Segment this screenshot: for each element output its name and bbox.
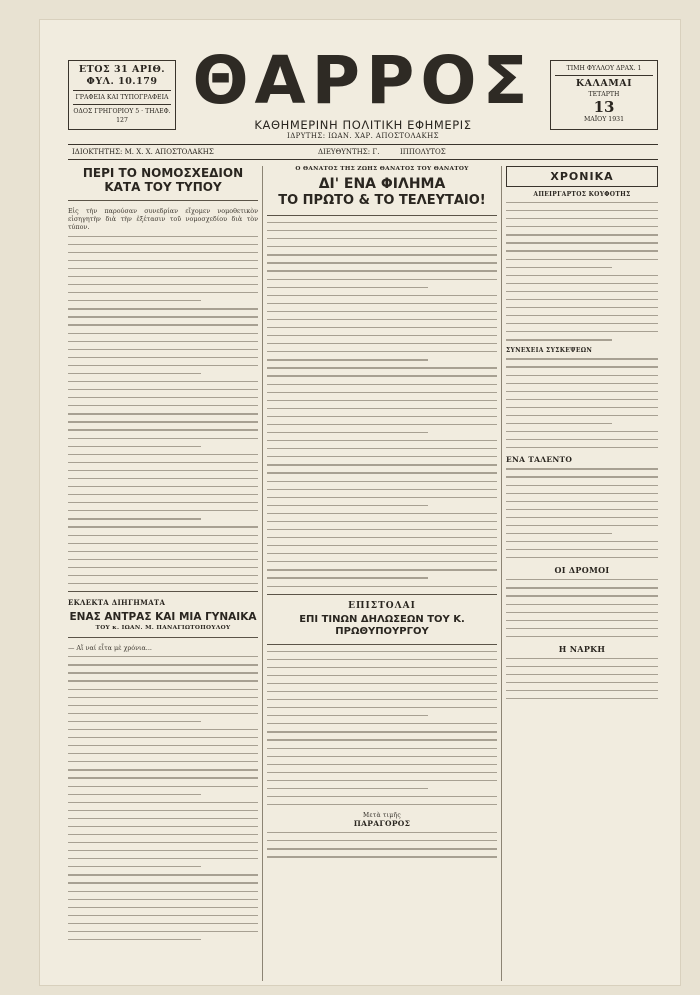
text-line xyxy=(68,721,201,722)
text-line xyxy=(506,407,658,408)
month-year: ΜΑΪΟΥ 1931 xyxy=(583,116,625,123)
text-line xyxy=(267,569,497,570)
text-line xyxy=(267,756,497,757)
text-line xyxy=(506,493,658,494)
headline-kiss-1: ΔΙ' ΕΝΑ ΦΙΛΗΜΑ xyxy=(318,176,446,192)
text-line xyxy=(506,587,658,588)
text-line xyxy=(68,656,258,657)
text-line xyxy=(68,454,258,455)
text-line xyxy=(68,397,258,398)
text-line xyxy=(267,238,497,239)
press-bill-intro: Εἰς τὴν παρούσαν συνεδρίαν εἴχομεν νομοθετικὸν εἰσηγητὴν διὰ τὴν ἐξέτασιν τοῦ νομοσχεδίου διὰ τὸν τύπον. xyxy=(68,207,258,232)
text-line xyxy=(68,510,258,511)
text-line xyxy=(68,866,201,867)
text-line xyxy=(267,279,497,280)
text-line xyxy=(506,259,658,260)
text-line xyxy=(506,595,658,596)
text-line xyxy=(68,494,258,495)
text-line xyxy=(267,287,428,288)
text-line xyxy=(506,431,658,432)
chronika-item-4-text xyxy=(506,579,658,637)
text-line xyxy=(68,438,258,439)
text-line xyxy=(68,559,258,560)
lower-text xyxy=(267,832,497,857)
story-title: ΕΝΑΣ ΑΝΤΡΑΣ ΚΑΙ ΜΙΑ ΓΥΝΑΙΚΑ xyxy=(69,611,257,624)
text-line xyxy=(267,408,497,409)
text-line xyxy=(68,446,201,447)
text-line xyxy=(68,826,258,827)
masthead xyxy=(68,42,658,142)
text-line xyxy=(68,373,201,374)
text-line xyxy=(267,392,497,393)
text-line xyxy=(267,416,497,417)
text-line xyxy=(267,440,497,441)
text-line xyxy=(267,295,497,296)
text-line xyxy=(267,424,497,425)
text-line xyxy=(68,810,258,811)
text-line xyxy=(68,276,258,277)
text-line xyxy=(506,323,658,324)
text-line xyxy=(506,525,658,526)
text-line xyxy=(267,472,497,473)
chronika-item-1-text xyxy=(506,202,658,341)
text-line xyxy=(267,804,497,805)
text-line xyxy=(267,489,497,490)
right-ear-box xyxy=(550,60,658,130)
text-line xyxy=(506,468,658,469)
text-line xyxy=(506,501,658,502)
text-line xyxy=(68,535,258,536)
text-line xyxy=(68,341,258,342)
weekday-label: ΤΕΤΑΡΤΗ xyxy=(588,91,620,98)
text-line xyxy=(267,464,497,465)
story-author: ΤΟΥ κ. ΙΩΑΝ. Μ. ΠΑΝΑΓΙΩΤΟΠΟΥΛΟΥ xyxy=(95,625,231,632)
text-line xyxy=(68,891,258,892)
text-line xyxy=(506,218,658,219)
text-line xyxy=(506,674,658,675)
text-line xyxy=(68,915,258,916)
chronika-item-5-text xyxy=(506,658,658,700)
column-3 xyxy=(506,166,658,706)
credits-strip xyxy=(68,144,658,160)
text-line xyxy=(267,230,497,231)
text-line xyxy=(68,236,258,237)
chronika-box xyxy=(506,166,658,187)
kiss-story-text xyxy=(267,222,497,587)
text-line xyxy=(267,796,497,797)
text-line xyxy=(267,659,497,660)
text-line xyxy=(68,575,258,576)
text-line xyxy=(506,658,658,659)
text-line xyxy=(267,764,497,765)
section-short-stories: ΕΚΛΕΚΤΑ ΔΙΗΓΗΜΑΤΑ xyxy=(68,598,166,608)
text-line xyxy=(267,691,497,692)
text-line xyxy=(267,270,497,271)
office-label: ΓΡΑΦΕΙΑ ΚΑΙ ΤΥΠΟΓΡΑΦΕΙΑ xyxy=(75,94,169,101)
chronika-item-5-title: Η ΝΑΡΚΗ xyxy=(558,643,606,654)
text-line xyxy=(68,292,258,293)
text-line xyxy=(267,513,497,514)
text-line xyxy=(68,753,258,754)
story-text xyxy=(68,656,258,940)
text-line xyxy=(506,636,658,637)
text-line xyxy=(68,882,258,883)
text-line xyxy=(506,485,658,486)
text-line xyxy=(267,456,497,457)
text-line xyxy=(68,260,258,261)
text-line xyxy=(506,383,658,384)
text-line xyxy=(267,856,497,857)
column-2 xyxy=(267,166,497,864)
text-line xyxy=(68,583,258,584)
text-line xyxy=(68,689,258,690)
text-line xyxy=(68,308,258,309)
text-line xyxy=(267,675,497,676)
text-line xyxy=(506,628,658,629)
chronika-item-1-title: ΑΠΕΙΡΓΑΡΤΟΣ ΚΟΥΦΟΤΗΣ xyxy=(533,191,631,198)
text-line xyxy=(68,737,258,738)
text-line xyxy=(267,327,497,328)
text-line xyxy=(267,497,497,498)
text-line xyxy=(267,537,497,538)
headline-kiss-2: ΤΟ ΠΡΩΤΟ & ΤΟ ΤΕΛΕΥΤΑΙΟ! xyxy=(278,193,486,208)
text-line xyxy=(267,848,497,849)
column-divider-1 xyxy=(262,166,263,981)
text-line xyxy=(267,723,497,724)
text-line xyxy=(68,502,258,503)
text-line xyxy=(267,246,497,247)
text-line xyxy=(506,250,658,251)
letter-text xyxy=(267,651,497,806)
text-line xyxy=(267,311,497,312)
headline-press-bill: ΠΕΡΙ ΤΟ ΝΟΜΟΣΧΕΔΙΟΝ ΚΑΤΑ ΤΟΥ ΤΥΠΟΥ xyxy=(82,166,244,194)
text-line xyxy=(506,447,658,448)
text-line xyxy=(68,786,258,787)
text-line xyxy=(267,707,497,708)
text-line xyxy=(68,705,258,706)
letter-headline: ΕΠΙ ΤΙΝΩΝ ΔΗΛΩΣΕΩΝ ΤΟΥ Κ. ΠΡΩΘΥΠΟΥΡΓΟΥ xyxy=(299,613,465,637)
text-line xyxy=(506,307,658,308)
text-line xyxy=(506,557,658,558)
text-line xyxy=(68,413,258,414)
text-line xyxy=(68,357,258,358)
text-line xyxy=(68,818,258,819)
text-line xyxy=(506,698,658,699)
text-line xyxy=(267,840,497,841)
text-line xyxy=(506,283,658,284)
text-line xyxy=(68,324,258,325)
text-line xyxy=(506,267,612,268)
text-line xyxy=(267,343,497,344)
text-line xyxy=(68,858,258,859)
kicker-line: Ο ΘΑΝΑΤΟΣ ΤΗΣ ΖΩΗΣ ΘΑΝΑΤΟΣ ΤΟΥ ΘΑΝΑΤΟΥ xyxy=(295,166,469,172)
text-line xyxy=(267,780,497,781)
text-line xyxy=(267,788,428,789)
text-line xyxy=(68,713,258,714)
text-line xyxy=(506,375,658,376)
text-line xyxy=(506,275,658,276)
text-line xyxy=(506,541,658,542)
text-line xyxy=(68,252,258,253)
text-line xyxy=(68,405,258,406)
press-bill-text xyxy=(68,236,258,585)
text-line xyxy=(68,874,258,875)
story-intro: — Αἴ ναί εἶτα μὲ χρόνια... xyxy=(68,644,152,653)
chronika-item-2-title: ΣΥΝΕΧΕΙΑ ΣΥΣΚΕΨΕΩΝ xyxy=(506,347,593,355)
director-credit: ΔΙΕΥΘΥΝΤΗΣ: Γ. xyxy=(318,148,380,156)
text-line xyxy=(68,907,258,908)
text-line xyxy=(506,366,658,367)
text-line xyxy=(68,381,258,382)
text-line xyxy=(506,210,658,211)
text-line xyxy=(267,715,428,716)
text-line xyxy=(506,549,658,550)
text-line xyxy=(68,244,258,245)
text-line xyxy=(68,777,258,778)
chronika-item-3-text xyxy=(506,468,658,558)
text-line xyxy=(267,448,497,449)
text-line xyxy=(506,202,658,203)
text-line xyxy=(68,567,258,568)
text-line xyxy=(506,315,658,316)
text-line xyxy=(506,242,658,243)
text-line xyxy=(267,505,428,506)
text-line xyxy=(267,832,497,833)
city-label: ΚΑΛΑΜΑΙ xyxy=(575,78,633,89)
text-line xyxy=(506,234,658,235)
price-label: ΤΙΜΗ ΦΥΛΛΟΥ ΔΡΑΧ. 1 xyxy=(566,65,642,72)
text-line xyxy=(68,300,201,301)
text-line xyxy=(68,349,258,350)
office-address: ΟΔΟΣ ΓΡΗΓΟΡΙΟΥ 5 · ΤΗΛΕΦ. 127 xyxy=(73,108,171,124)
text-line xyxy=(267,367,497,368)
text-line xyxy=(267,400,497,401)
text-line xyxy=(68,745,258,746)
text-line xyxy=(506,612,658,613)
owner-credit: ΙΔΙΟΚΤΗΤΗΣ: Μ. Χ. Χ. ΑΠΟΣΤΟΛΑΚΗΣ xyxy=(72,148,214,156)
text-line xyxy=(267,521,497,522)
text-line xyxy=(68,802,258,803)
text-line xyxy=(267,375,497,376)
text-line xyxy=(506,690,658,691)
text-line xyxy=(267,667,497,668)
text-line xyxy=(506,666,658,667)
text-line xyxy=(68,478,258,479)
text-line xyxy=(68,842,258,843)
text-line xyxy=(267,699,497,700)
text-line xyxy=(506,517,658,518)
text-line xyxy=(68,664,258,665)
text-line xyxy=(267,529,497,530)
text-line xyxy=(68,931,258,932)
text-line xyxy=(506,423,612,424)
text-line xyxy=(68,729,258,730)
text-line xyxy=(68,518,201,519)
text-line xyxy=(267,359,428,360)
signature-name: ΠΑΡΑΓΟΡΟΣ xyxy=(353,819,411,829)
signature-note: Μετὰ τιμῆς xyxy=(362,812,402,820)
text-line xyxy=(68,794,201,795)
section-chronika: ΧΡΟΝΙΚΑ xyxy=(550,170,614,183)
text-line xyxy=(267,739,497,740)
text-line xyxy=(68,834,258,835)
text-line xyxy=(506,358,658,359)
text-line xyxy=(506,439,658,440)
column-divider-2 xyxy=(501,166,502,981)
text-line xyxy=(68,429,258,430)
text-line xyxy=(267,481,497,482)
text-line xyxy=(68,284,258,285)
text-line xyxy=(267,384,497,385)
chronika-item-3-title: ΕΝΑ ΤΑΛΕΝΤΟ xyxy=(506,455,573,465)
chronika-item-2-text xyxy=(506,358,658,448)
text-line xyxy=(506,391,658,392)
text-line xyxy=(267,683,497,684)
text-line xyxy=(68,421,258,422)
day-number: 13 xyxy=(593,98,615,116)
text-line xyxy=(506,299,658,300)
text-line xyxy=(506,620,658,621)
text-line xyxy=(68,899,258,900)
text-line xyxy=(506,291,658,292)
text-line xyxy=(68,470,258,471)
text-line xyxy=(68,462,258,463)
text-line xyxy=(506,476,658,477)
text-line xyxy=(267,432,428,433)
newspaper-subtitle: ΚΑΘΗΜΕΡΙΝΗ ΠΟΛΙΤΙΚΗ ΕΦΗΜΕΡΙΣ xyxy=(254,118,472,132)
text-line xyxy=(68,333,258,334)
text-line xyxy=(267,553,497,554)
text-line xyxy=(267,586,497,587)
text-line xyxy=(68,365,258,366)
text-line xyxy=(267,748,497,749)
text-line xyxy=(267,651,497,652)
newspaper-title: ΘΑΡΡΟΣ xyxy=(192,42,534,119)
text-line xyxy=(267,577,428,578)
issue-number: ΕΤΟΣ 31 ΑΡΙΘ. ΦΥΛ. 10.179 xyxy=(78,64,166,87)
text-line xyxy=(68,850,258,851)
text-line xyxy=(68,697,258,698)
founder-line: ΙΔΡΥΤΗΣ: ΙΩΑΝ. ΧΑΡ. ΑΠΟΣΤΟΛΑΚΗΣ xyxy=(287,132,439,140)
text-line xyxy=(506,339,612,340)
text-line xyxy=(68,551,258,552)
left-ear-box xyxy=(68,60,176,130)
text-line xyxy=(506,509,658,510)
text-line xyxy=(267,262,497,263)
text-line xyxy=(267,545,497,546)
chronika-item-4-title: ΟΙ ΔΡΟΜΟΙ xyxy=(554,565,610,576)
text-line xyxy=(68,939,201,940)
text-line xyxy=(267,319,497,320)
text-line xyxy=(267,254,497,255)
text-line xyxy=(68,672,258,673)
text-line xyxy=(68,543,258,544)
text-line xyxy=(267,303,497,304)
text-line xyxy=(506,533,612,534)
text-line xyxy=(506,415,658,416)
text-line xyxy=(506,331,658,332)
text-line xyxy=(68,486,258,487)
text-line xyxy=(267,335,497,336)
text-line xyxy=(506,579,658,580)
text-line xyxy=(68,526,258,527)
text-line xyxy=(68,680,258,681)
newspaper-page xyxy=(40,20,680,985)
text-line xyxy=(68,316,258,317)
text-line xyxy=(68,761,258,762)
text-line xyxy=(267,772,497,773)
text-line xyxy=(267,561,497,562)
text-line xyxy=(68,268,258,269)
text-line xyxy=(506,399,658,400)
text-line xyxy=(267,222,497,223)
column-1 xyxy=(68,166,258,947)
text-line xyxy=(68,769,258,770)
text-line xyxy=(267,731,497,732)
text-line xyxy=(68,389,258,390)
text-line xyxy=(68,923,258,924)
letters-label: ΕΠΙΣΤΟΛΑΙ xyxy=(348,600,416,611)
text-line xyxy=(506,226,658,227)
text-line xyxy=(506,682,658,683)
text-line xyxy=(506,604,658,605)
editor-credit: ΙΠΠΟΛΥΤΟΣ xyxy=(400,148,446,156)
text-line xyxy=(267,351,497,352)
